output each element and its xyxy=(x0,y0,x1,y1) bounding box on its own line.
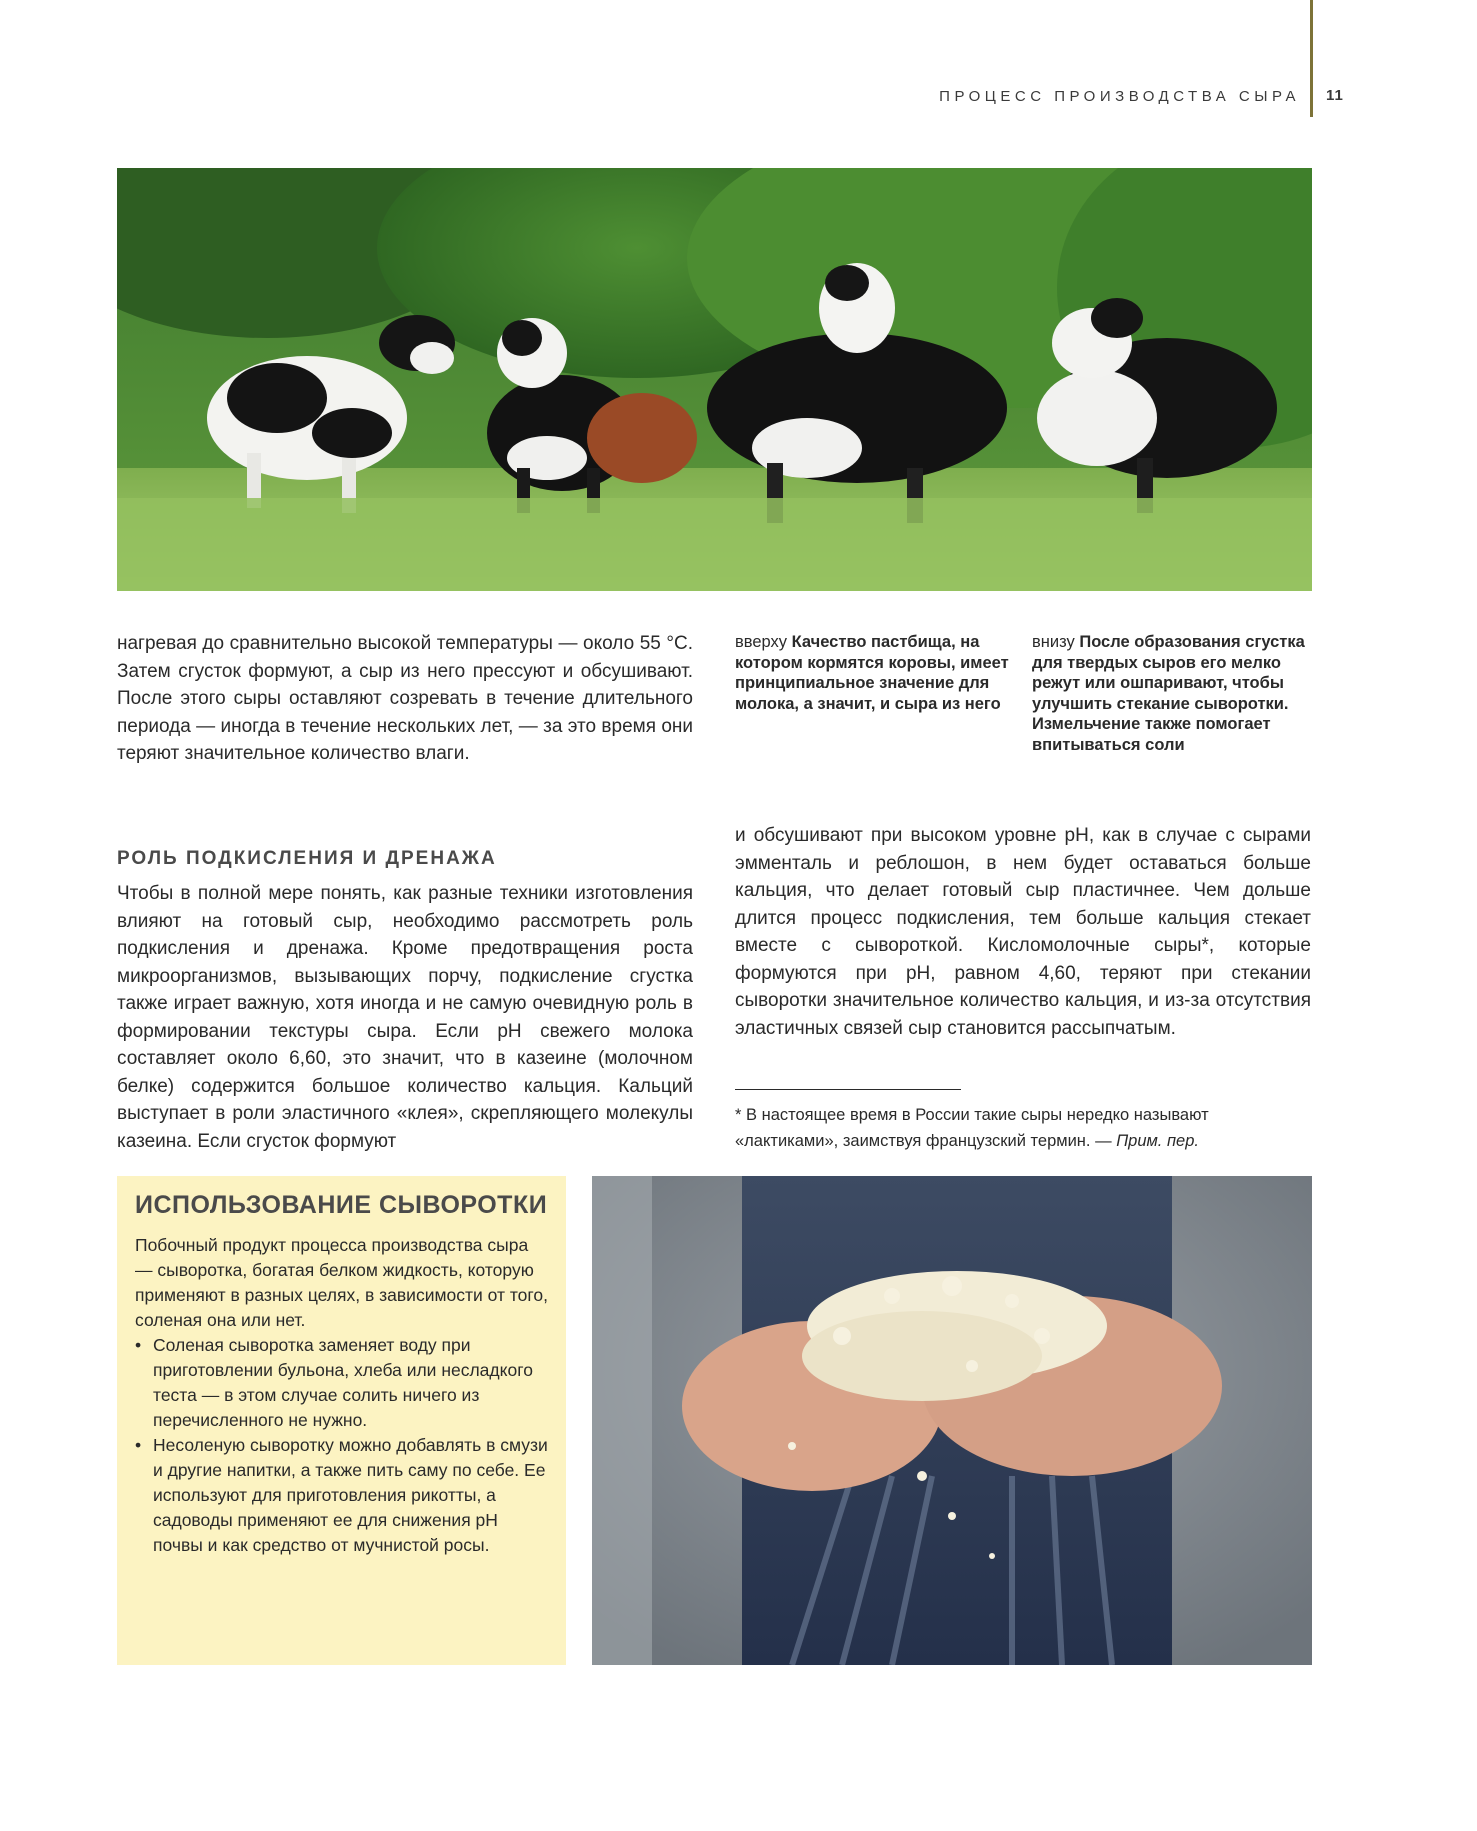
footnote-rule xyxy=(735,1089,961,1090)
footnote xyxy=(735,1102,1315,1154)
caption-bottom-lead: внизу xyxy=(1032,633,1075,651)
footnote-text: * В настоящее время в России такие сыры нередко называют «лактиками», заимствуя французский термин. — xyxy=(735,1106,1209,1150)
section-body: Чтобы в полной мере понять, как разные техники изготовления влияют на готовый сыр, необходимо рассмотреть роль подкисления и дренажа. Кроме предотвращения роста микроорганизмов, вызывающих порчу, подкисление сгустка также играет важную, хотя иногда и не самую очевидную роль в формировании текстуры сыра. Если pH свежего молока составляет около 6,60, это значит, что в казеине (молочном белке) содержится большое количество кальция. Кальций выступает в роли эластичного «клея», скрепляющего молекулы казеина. Если сгусток формуют xyxy=(117,883,693,1152)
section-heading: РОЛЬ ПОДКИСЛЕНИЯ И ДРЕНАЖА xyxy=(117,848,497,869)
caption-bottom xyxy=(1032,632,1322,755)
caption-top xyxy=(735,632,1025,714)
sidebar-title: ИСПОЛЬЗОВАНИЕ СЫВОРОТКИ xyxy=(135,1191,548,1219)
list-item: • Соленая сыворотка заменяет воду при приготовлении бульона, хлеба или несладкого теста — в этом случае солить ничего из перечисленного не нужно. xyxy=(135,1333,548,1433)
page-number: 11 xyxy=(1326,87,1344,104)
caption-top-lead: вверху xyxy=(735,633,788,651)
running-title: ПРОЦЕСС ПРОИЗВОДСТВА СЫРА xyxy=(939,88,1300,105)
page-rule xyxy=(1310,0,1313,117)
footnote-note: Прим. пер. xyxy=(1116,1132,1199,1150)
caption-top-text: Качество пастбища, на котором кормятся коровы, имеет принципиальное значение для молока, а значит, и сыра из него xyxy=(735,633,1009,713)
whey-sidebar xyxy=(117,1176,566,1665)
caption-bottom-text: После образования сгустка для твердых сыров его мелко режут или ошпаривают, чтобы улучшить стекание сыворотки. Измельчение также помогает впитываться соли xyxy=(1032,633,1305,754)
intro-paragraph: нагревая до сравнительно высокой температуры — около 55 °С. Затем сгусток формуют, а сыр из него прессуют и обсушивают. После этого сыры оставляют созревать в течение длительного периода — иногда в течение нескольких лет, — за это время они теряют значительное количество влаги. xyxy=(117,633,693,764)
sidebar-intro: Побочный продукт процесса производства сыра — сыворотка, богатая белком жидкость, которую применяют в разных целях, в зависимости от того, соленая она или нет. xyxy=(135,1235,549,1330)
right-column-text: и обсушивают при высоком уровне pH, как в случае с сырами эмменталь и реблошон, в нем будет оставаться больше кальция, что делает готовый сыр пластичнее. Чем дольше длится процесс подкисления, тем больше кальция стекает вместе с сывороткой. Кисломолочные сыры*, которые формуются при pH, равном 4,60, теряют при стекании сыворотки значительное количество кальция, и из-за отсутствия эластичных связей сыр становится рассыпчатым. xyxy=(735,825,1311,1039)
cows-photo xyxy=(117,168,1312,591)
sidebar-list xyxy=(135,1333,548,1558)
curd-hands-photo xyxy=(592,1176,1312,1665)
list-item: • Несоленую сыворотку можно добавлять в смузи и другие напитки, а также пить саму по себе. Ее используют для приготовления рикотты, а садоводы применяют ее для снижения pH почвы и как средство от мучнистой росы. xyxy=(135,1433,548,1558)
